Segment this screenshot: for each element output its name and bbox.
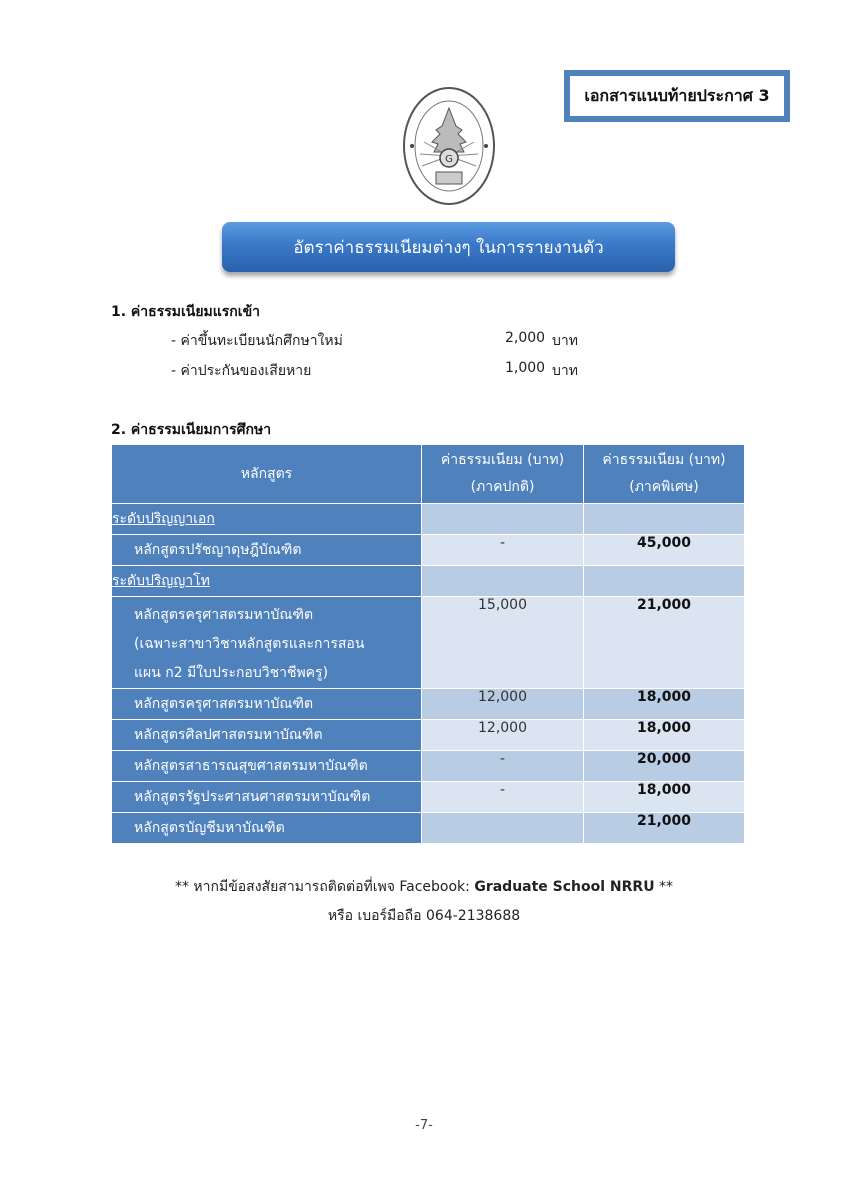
contact-note [0, 876, 848, 898]
special-fee: 18,000 [584, 720, 745, 751]
header-program: หลักสูตร [112, 445, 422, 504]
contact-note-prefix: ** หากมีข้อสงสัยสามารถติดต่อที่เพจ Facebook: [174, 879, 475, 895]
special-fee: 45,000 [584, 535, 745, 566]
header-special-line1: ค่าธรรมเนียม (บาท) [602, 452, 726, 468]
section-tuition-title: 2. ค่าธรรมเนียมการศึกษา [111, 422, 272, 438]
page-number: -7- [415, 1118, 433, 1133]
table-header-row [112, 445, 745, 504]
entry-fee-label: - ค่าประกันของเสียหาย [171, 363, 312, 379]
entry-fee-unit: บาท [552, 363, 578, 379]
table-row [112, 782, 745, 813]
header-regular-line1: ค่าธรรมเนียม (บาท) [440, 452, 565, 468]
program-name: หลักสูตรสาธารณสุขศาสตรมหาบัณฑิต [112, 751, 422, 782]
program-name: หลักสูตรบัญชีมหาบัณฑิต [112, 813, 422, 844]
regular-fee [422, 813, 584, 844]
table-row [112, 504, 745, 535]
special-fee [584, 566, 745, 597]
annex-label: เอกสารแนบท้ายประกาศ 3 [569, 75, 785, 117]
program-name: หลักสูตรปรัชญาดุษฎีบัณฑิต [112, 535, 422, 566]
special-fee: 18,000 [584, 782, 745, 813]
program-name-line3: แผน ก2 มีใบประกอบวิชาชีพครู) [134, 665, 329, 681]
special-fee: 20,000 [584, 751, 745, 782]
table-row [112, 689, 745, 720]
regular-fee: - [422, 751, 584, 782]
regular-fee: 15,000 [422, 597, 584, 689]
facebook-page-link[interactable]: Graduate School NRRU [474, 879, 655, 895]
svg-text:G: G [445, 154, 453, 165]
program-name [112, 597, 422, 689]
section-entry-fees-title: 1. ค่าธรรมเนียมแรกเข้า [111, 304, 260, 320]
program-name-line1: หลักสูตรครุศาสตรมหาบัณฑิต [134, 607, 314, 623]
regular-fee: - [422, 782, 584, 813]
table-row [112, 566, 745, 597]
special-fee: 21,000 [584, 597, 745, 689]
phone-line: หรือ เบอร์มือถือ 064-2138688 [327, 908, 521, 924]
tuition-fees-table [111, 444, 745, 844]
regular-fee [422, 566, 584, 597]
header-special-line2: (ภาคพิเศษ) [629, 479, 699, 495]
header-regular [422, 445, 584, 504]
regular-fee [422, 504, 584, 535]
header-special [584, 445, 745, 504]
level-heading: ระดับปริญญาโท [112, 566, 422, 597]
special-fee: 18,000 [584, 689, 745, 720]
header-regular-line2: (ภาคปกติ) [470, 479, 535, 495]
table-row [112, 813, 745, 844]
contact-note-suffix: ** [654, 879, 674, 895]
regular-fee: 12,000 [422, 720, 584, 751]
regular-fee: 12,000 [422, 689, 584, 720]
entry-fee-amount: 2,000 [505, 330, 546, 346]
page-title: อัตราค่าธรรมเนียมต่างๆ ในการรายงานตัว [293, 237, 604, 258]
table-row [112, 535, 745, 566]
annex-label-box [564, 70, 790, 122]
program-name: หลักสูตรรัฐประศาสนศาสตรมหาบัณฑิต [112, 782, 422, 813]
regular-fee: - [422, 535, 584, 566]
program-name: หลักสูตรครุศาสตรมหาบัณฑิต [112, 689, 422, 720]
level-heading: ระดับปริญญาเอก [112, 504, 422, 535]
university-seal-icon [402, 86, 496, 206]
program-name-line2: (เฉพาะสาขาวิชาหลักสูตรและการสอน [134, 636, 365, 652]
entry-fee-label: - ค่าขึ้นทะเบียนนักศึกษาใหม่ [171, 333, 343, 349]
table-row [112, 720, 745, 751]
table-row [112, 751, 745, 782]
special-fee [584, 504, 745, 535]
special-fee: 21,000 [584, 813, 745, 844]
page-title-banner [222, 222, 675, 272]
entry-fee-amount: 1,000 [505, 360, 546, 376]
entry-fee-unit: บาท [552, 333, 578, 349]
program-name: หลักสูตรศิลปศาสตรมหาบัณฑิต [112, 720, 422, 751]
table-row [112, 597, 745, 689]
